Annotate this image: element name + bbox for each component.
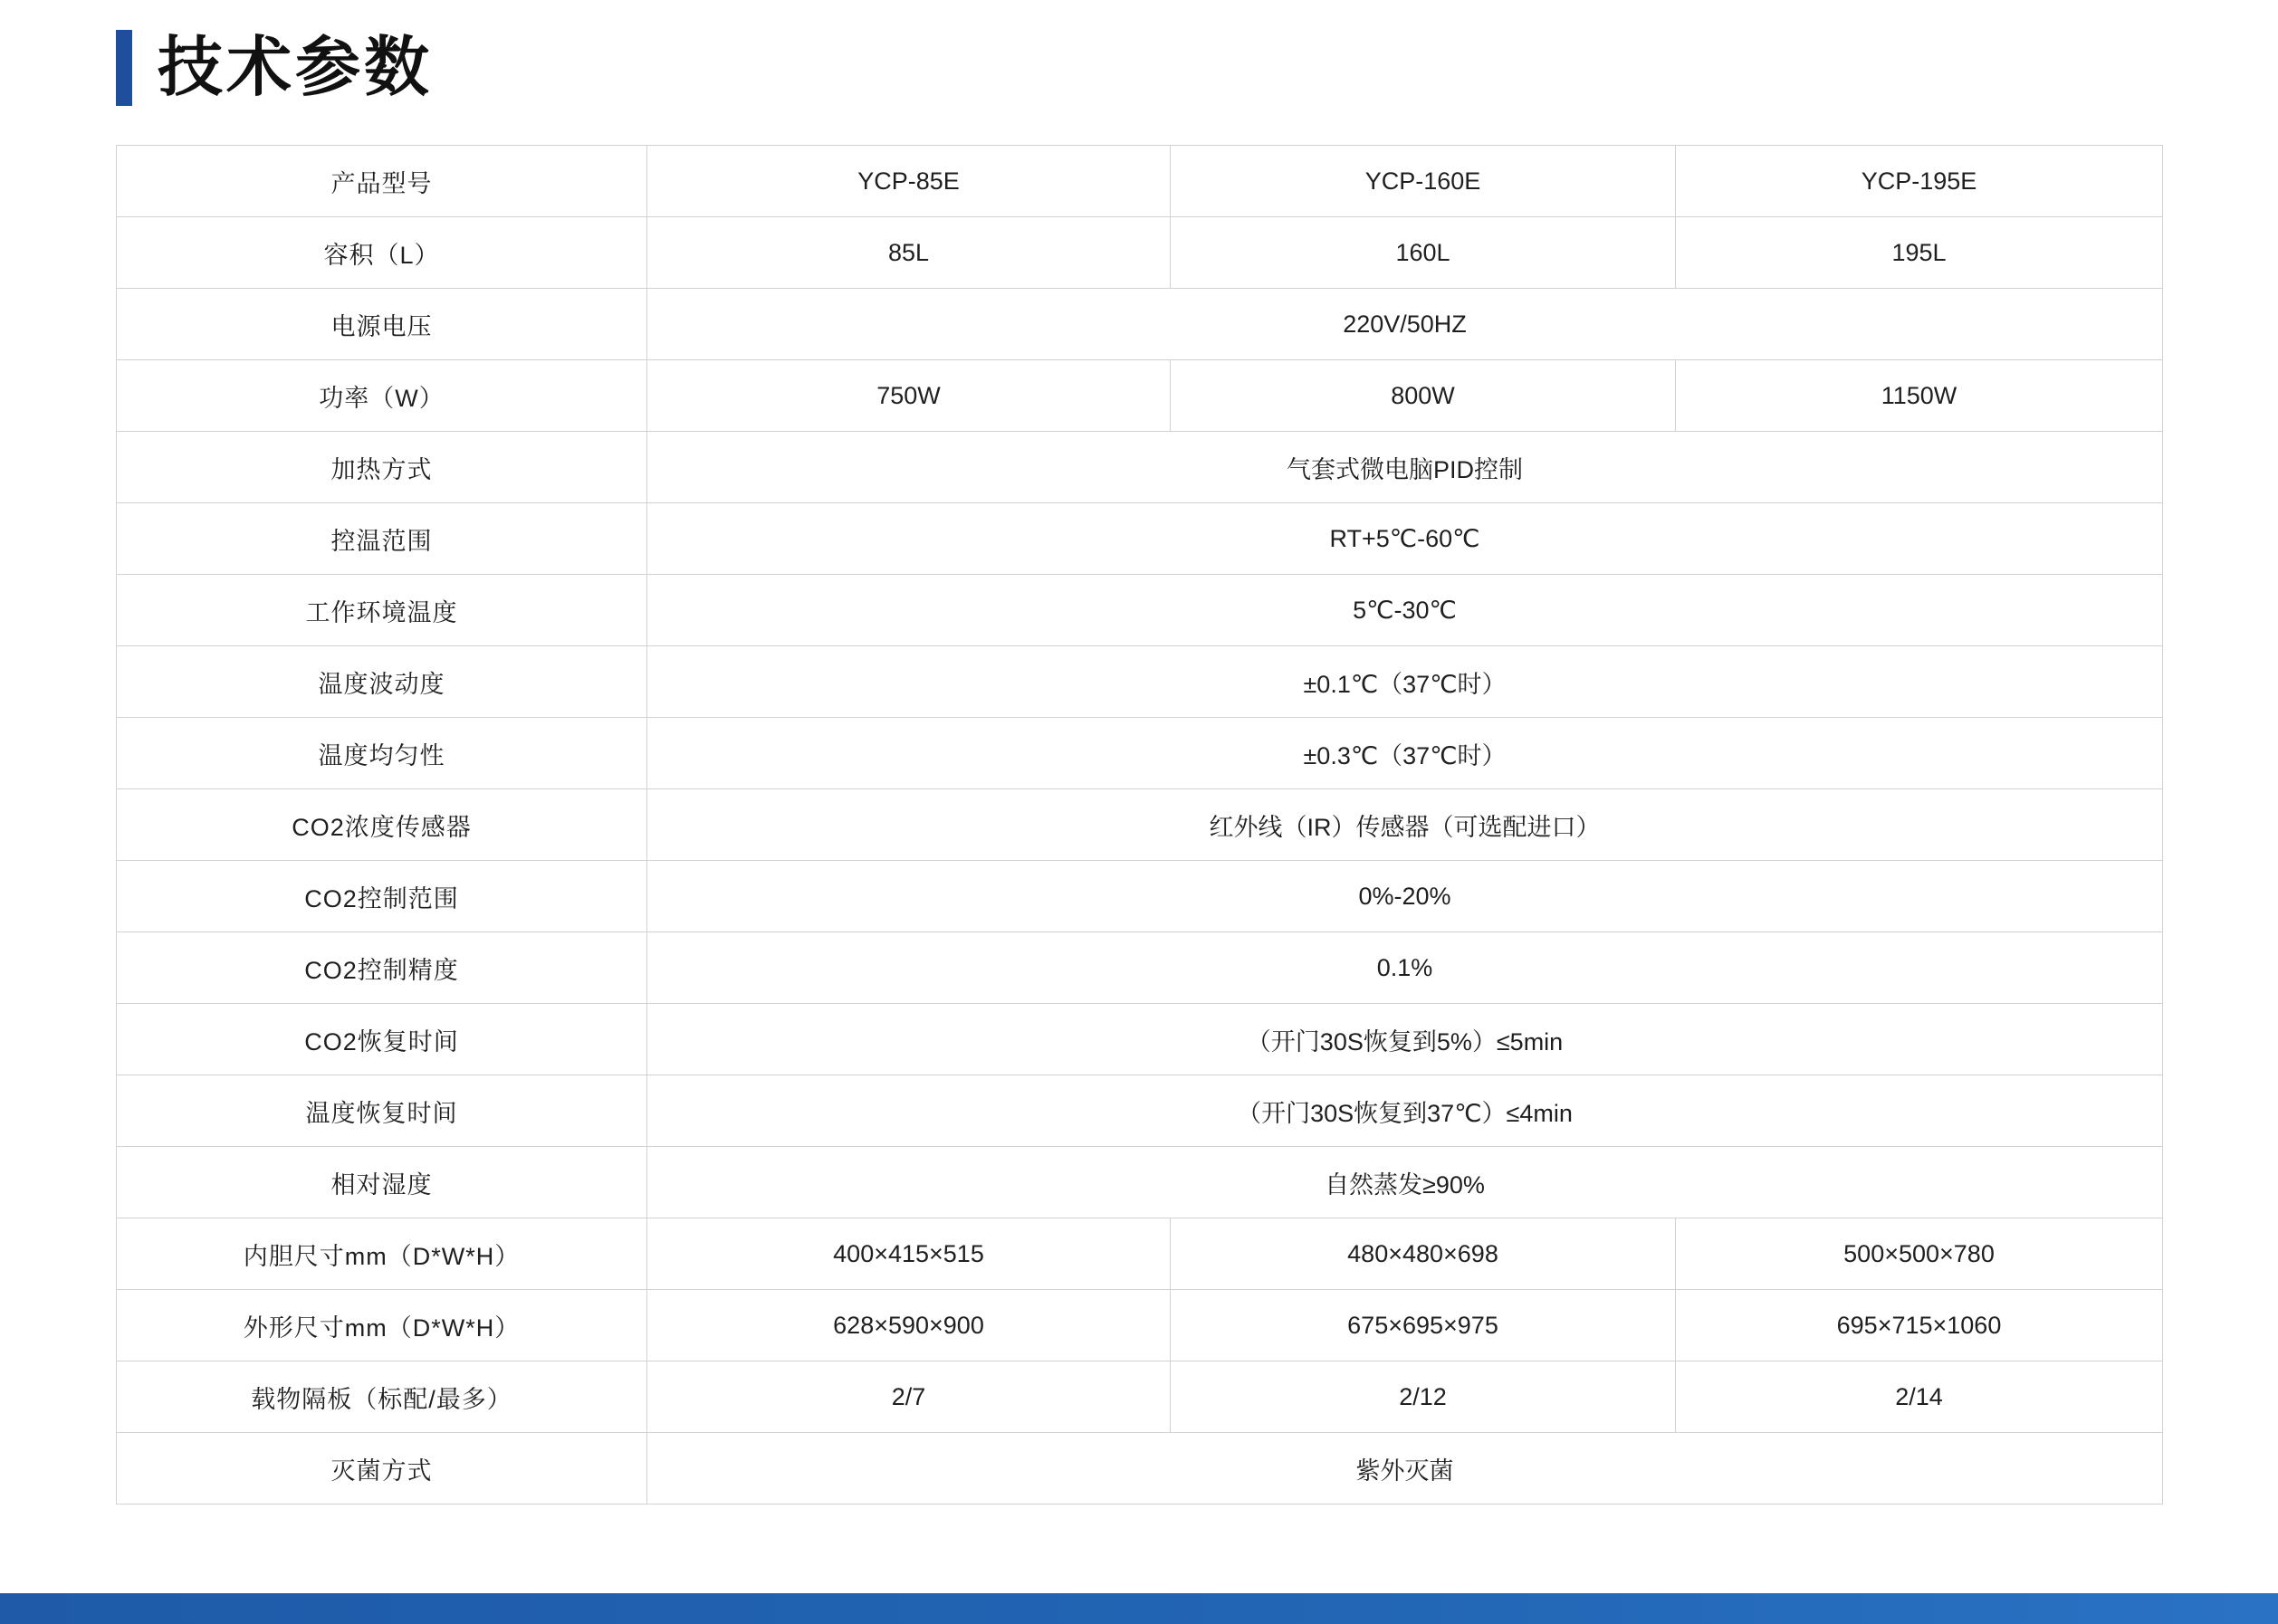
table-row [117, 503, 2163, 575]
table-row [117, 932, 2163, 1004]
table-row [117, 718, 2163, 789]
footer-band [0, 1593, 2278, 1624]
table-cell: 500×500×780 [1676, 1218, 2163, 1290]
table-cell: 195L [1676, 217, 2163, 289]
table-row-label: 电源电压 [117, 289, 647, 360]
table-row [117, 1004, 2163, 1075]
table-cell: 800W [1171, 360, 1676, 432]
table-row [117, 1218, 2163, 1290]
table-cell: 628×590×900 [647, 1290, 1171, 1361]
table-row-label: 温度恢复时间 [117, 1075, 647, 1147]
table-row-label: CO2恢复时间 [117, 1004, 647, 1075]
table-row-label: 容积（L） [117, 217, 647, 289]
table-cell-merged: ±0.1℃（37℃时） [647, 646, 2163, 718]
table-cell-merged: 红外线（IR）传感器（可选配进口） [647, 789, 2163, 861]
table-row-label: 相对湿度 [117, 1147, 647, 1218]
table-row [117, 1361, 2163, 1433]
table-row-label: 温度均匀性 [117, 718, 647, 789]
table-cell: 400×415×515 [647, 1218, 1171, 1290]
table-cell-merged: 220V/50HZ [647, 289, 2163, 360]
specification-table [116, 145, 2163, 1505]
title-accent-bar [116, 30, 132, 106]
table-cell-merged: 自然蒸发≥90% [647, 1147, 2163, 1218]
table-row-label: 加热方式 [117, 432, 647, 503]
table-cell: YCP-195E [1676, 146, 2163, 217]
table-row-label: 温度波动度 [117, 646, 647, 718]
table-row [117, 289, 2163, 360]
table-cell-merged: 5℃-30℃ [647, 575, 2163, 646]
table-cell: 85L [647, 217, 1171, 289]
page-title-text: 技术参数 [158, 32, 434, 104]
table-cell-merged: RT+5℃-60℃ [647, 503, 2163, 575]
table-row [117, 360, 2163, 432]
table-cell-merged: ±0.3℃（37℃时） [647, 718, 2163, 789]
table-row [117, 1433, 2163, 1505]
table-cell: 480×480×698 [1171, 1218, 1676, 1290]
table-row-label: CO2控制范围 [117, 861, 647, 932]
table-row-label: 产品型号 [117, 146, 647, 217]
table-cell: 750W [647, 360, 1171, 432]
table-cell-merged: 0.1% [647, 932, 2163, 1004]
table-cell: 2/12 [1171, 1361, 1676, 1433]
table-row [117, 1290, 2163, 1361]
table-cell: 695×715×1060 [1676, 1290, 2163, 1361]
table-row-label: 工作环境温度 [117, 575, 647, 646]
table-cell-merged: 0%-20% [647, 861, 2163, 932]
table-cell: 1150W [1676, 360, 2163, 432]
table-row [117, 1075, 2163, 1147]
table-row-label: 控温范围 [117, 503, 647, 575]
table-cell: 160L [1171, 217, 1676, 289]
table-row-label: 灭菌方式 [117, 1433, 647, 1505]
table-row [117, 1147, 2163, 1218]
page-title [116, 27, 433, 109]
table-row-label: CO2控制精度 [117, 932, 647, 1004]
specification-table-body [117, 146, 2163, 1505]
table-row [117, 646, 2163, 718]
table-row [117, 861, 2163, 932]
table-row [117, 146, 2163, 217]
table-cell: YCP-85E [647, 146, 1171, 217]
table-cell: 675×695×975 [1171, 1290, 1676, 1361]
table-cell: YCP-160E [1171, 146, 1676, 217]
table-row [117, 217, 2163, 289]
table-cell: 2/7 [647, 1361, 1171, 1433]
table-row-label: CO2浓度传感器 [117, 789, 647, 861]
table-row [117, 432, 2163, 503]
table-row [117, 789, 2163, 861]
table-row-label: 载物隔板（标配/最多） [117, 1361, 647, 1433]
table-cell-merged: （开门30S恢复到37℃）≤4min [647, 1075, 2163, 1147]
table-row-label: 内胆尺寸mm（D*W*H） [117, 1218, 647, 1290]
table-row-label: 外形尺寸mm（D*W*H） [117, 1290, 647, 1361]
table-row [117, 575, 2163, 646]
table-row-label: 功率（W） [117, 360, 647, 432]
table-cell-merged: 气套式微电脑PID控制 [647, 432, 2163, 503]
table-cell-merged: 紫外灭菌 [647, 1433, 2163, 1505]
footer-band-fill [0, 1593, 2278, 1624]
table-cell: 2/14 [1676, 1361, 2163, 1433]
table-cell-merged: （开门30S恢复到5%）≤5min [647, 1004, 2163, 1075]
